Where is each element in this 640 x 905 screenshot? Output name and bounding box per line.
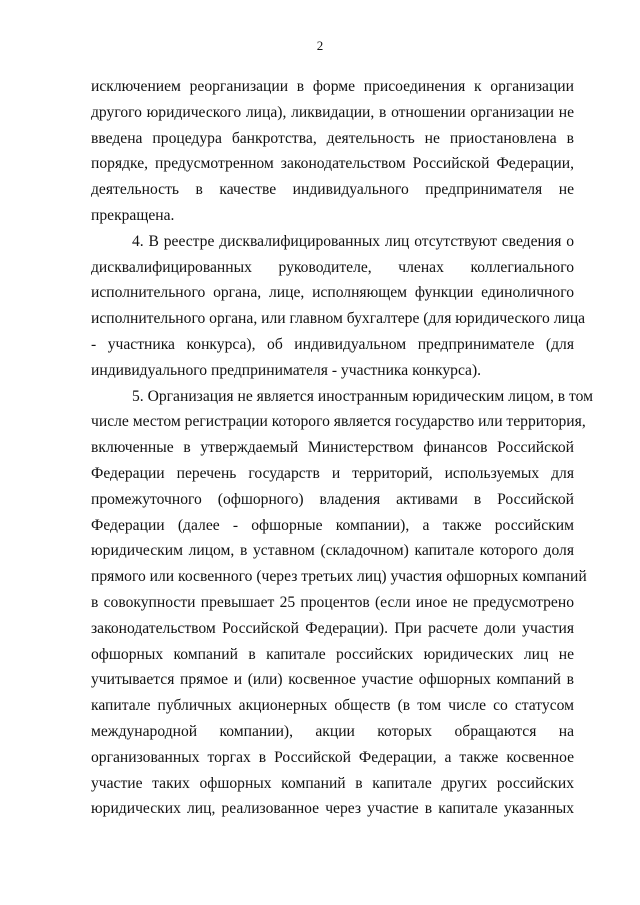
text-line: участие таких офшорных компаний в капитале других российских	[91, 774, 574, 792]
document-body	[91, 74, 594, 822]
text-line: юридических лиц, реализованное через участие в капитале указанных	[91, 800, 574, 818]
text-line: организованных торгах в Российской Федерации, а также косвенное	[91, 748, 574, 766]
text-line: капитале публичных акционерных обществ (в том числе со статусом	[91, 697, 574, 715]
text-line: Федерации перечень государств и территорий, используемых для	[91, 464, 574, 482]
text-line: деятельность в качестве индивидуального предпринимателя не	[91, 181, 574, 199]
text-line: введена процедура банкротства, деятельность не приостановлена в	[91, 129, 574, 147]
page-number: 2	[316, 38, 324, 53]
text-line: включенные в утверждаемый Министерством финансов Российской	[91, 439, 574, 457]
text-line: законодательством Российской Федерации). При расчете доли участия	[91, 619, 574, 637]
text-line: порядке, предусмотренном законодательством Российской Федерации,	[91, 155, 574, 173]
text-line: в совокупности превышает 25 процентов (если иное не предусмотрено	[91, 593, 574, 611]
text-line: числе местом регистрации которого является государство или территория,	[91, 413, 586, 431]
text-line: промежуточного (офшорного) владения активами в Российской	[91, 490, 574, 508]
text-line: учитывается прямое и (или) косвенное участие офшорных компаний в	[91, 671, 574, 689]
text-line: исполнительного органа, лице, исполняющем функции единоличного	[91, 284, 574, 302]
text-line: 5. Организация не является иностранным юридическим лицом, в том	[132, 387, 594, 405]
text-line: индивидуального предпринимателя - участника конкурса).	[91, 361, 482, 379]
text-line: юридическим лицом, в уставном (складочном) капитале которого доля	[91, 542, 574, 560]
text-line: исключением реорганизации в форме присоединения к организации	[91, 78, 574, 95]
text-line: исполнительного органа, или главном бухгалтере (для юридического лица	[91, 310, 586, 328]
text-line: прекращена.	[91, 206, 175, 224]
text-line: 4. В реестре дисквалифицированных лиц отсутствуют сведения о	[132, 232, 574, 250]
text-line: прямого или косвенного (через третьих лиц) участия офшорных компаний	[91, 568, 587, 586]
text-line: другого юридического лица), ликвидации, в отношении организации не	[91, 103, 574, 121]
text-line: офшорных компаний в капитале российских юридических лиц не	[91, 645, 574, 663]
text-line: Федерации (далее - офшорные компании), а также российским	[91, 516, 574, 534]
text-line: - участника конкурса), об индивидуальном предпринимателе (для	[91, 335, 574, 353]
text-line: дисквалифицированных руководителе, членах коллегиального	[91, 258, 574, 276]
text-line: международной компании), акции которых обращаются на	[91, 722, 574, 740]
